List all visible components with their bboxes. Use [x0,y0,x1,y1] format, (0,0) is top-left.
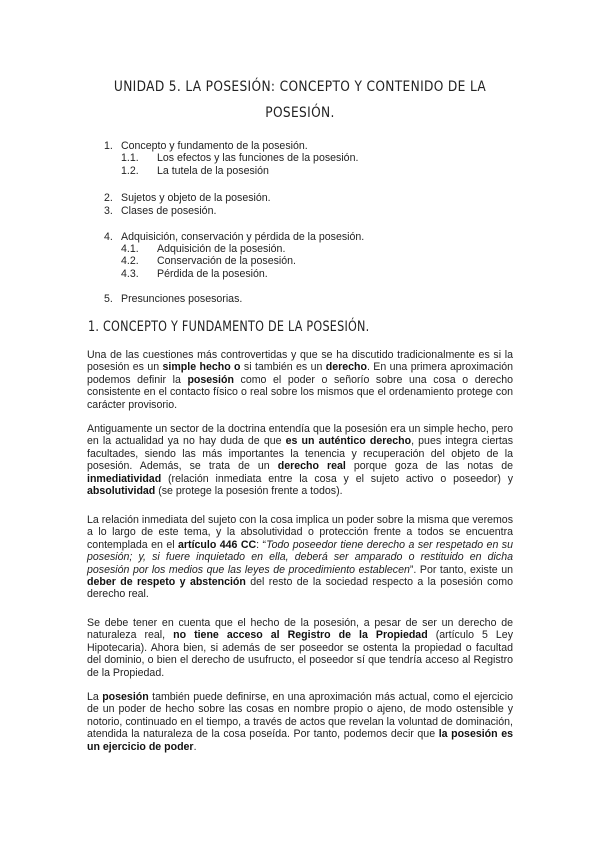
toc-item: 3. Clases de posesión. [104,205,217,217]
paragraph-modern-definition: La posesión también puede definirse, en una aproximación más actual, como el ejercicio de un poder de hecho sobre las cosas en nombre propio o ajeno, de modo ostensible y notorio, continuado en el tiempo, a través de actos que revelan la voluntad de dominación, atendida la naturaleza de la cosa poseída. Por tanto, podemos decir que la posesión es un ejercicio de poder. [87,691,513,753]
toc-subitem: 1.2. La tutela de la posesión [121,165,269,177]
toc-subitem: 4.3. Pérdida de la posesión. [121,268,268,280]
toc-item: 2. Sujetos y objeto de la posesión. [104,192,271,204]
document-title [111,74,489,126]
toc-subitem: 4.2. Conservación de la posesión. [121,255,296,267]
paragraph-real-right: Antiguamente un sector de la doctrina entendía que la posesión era un simple hecho, pero en la actualidad ya no hay duda de que es un auténtico derecho, pues integra ciertas facultades, siendo las más importantes la tenencia y recuperación del objeto de la posesión. Además, se trata de un derecho real porque goza de las notas de inmediatividad (relación inmediata entre la cosa y el sujeto activo o poseedor) y absolutividad (se protege la posesión frente a todos). [87,423,513,498]
paragraph-definition: Una de las cuestiones más controvertidas y que se ha discutido tradicionalmente es si la posesión es un simple hecho o si también es un derecho. En una primera aproximación podemos definir la posesión como el poder o señorío sobre una cosa o derecho consistente en el contacto físico o real sobre los mismos que el ordenamiento protege con carácter provisorio. [87,349,514,411]
section-heading: 1. CONCEPTO Y FUNDAMENTO DE LA POSESIÓN. [88,319,370,335]
toc-subitem: 4.1. Adquisición de la posesión. [121,243,286,255]
title-line-2: POSESIÓN. [265,105,335,121]
toc-item: 1. Concepto y fundamento de la posesión. [104,140,308,152]
paragraph-article-446: La relación inmediata del sujeto con la cosa implica un poder sobre la misma que veremos a lo largo de este tema, y la absolutividad o protección frente a todos se encuentra contemplada en el artículo 446 CC: “Todo poseedor tiene derecho a ser respetado en su posesión; y, si fuere inquietado en ella, deberá ser amparado o restituido en dicha posesión por los medios que las leyes de procedimiento establecen”. Por tanto, existe un deber de respeto y abstención del resto de la sociedad respecto a la posesión como derecho real. [87,514,513,601]
paragraph-registry: Se debe tener en cuenta que el hecho de la posesión, a pesar de ser un derecho de naturaleza real, no tiene acceso al Registro de la Propiedad (artículo 5 Ley Hipotecaria). Ahora bien, si además de ser poseedor se ostenta la propiedad o facultad del dominio, o bien el derecho de usufructo, el poseedor sí que tendría acceso al Registro de la Propiedad. [87,617,513,679]
toc-item: 5. Presunciones posesorias. [104,293,243,305]
title-line-1: UNIDAD 5. LA POSESIÓN: CONCEPTO Y CONTENIDO DE LA [113,79,487,95]
toc-subitem: 1.1. Los efectos y las funciones de la posesión. [121,152,359,164]
toc-item: 4. Adquisición, conservación y pérdida de la posesión. [104,231,365,243]
